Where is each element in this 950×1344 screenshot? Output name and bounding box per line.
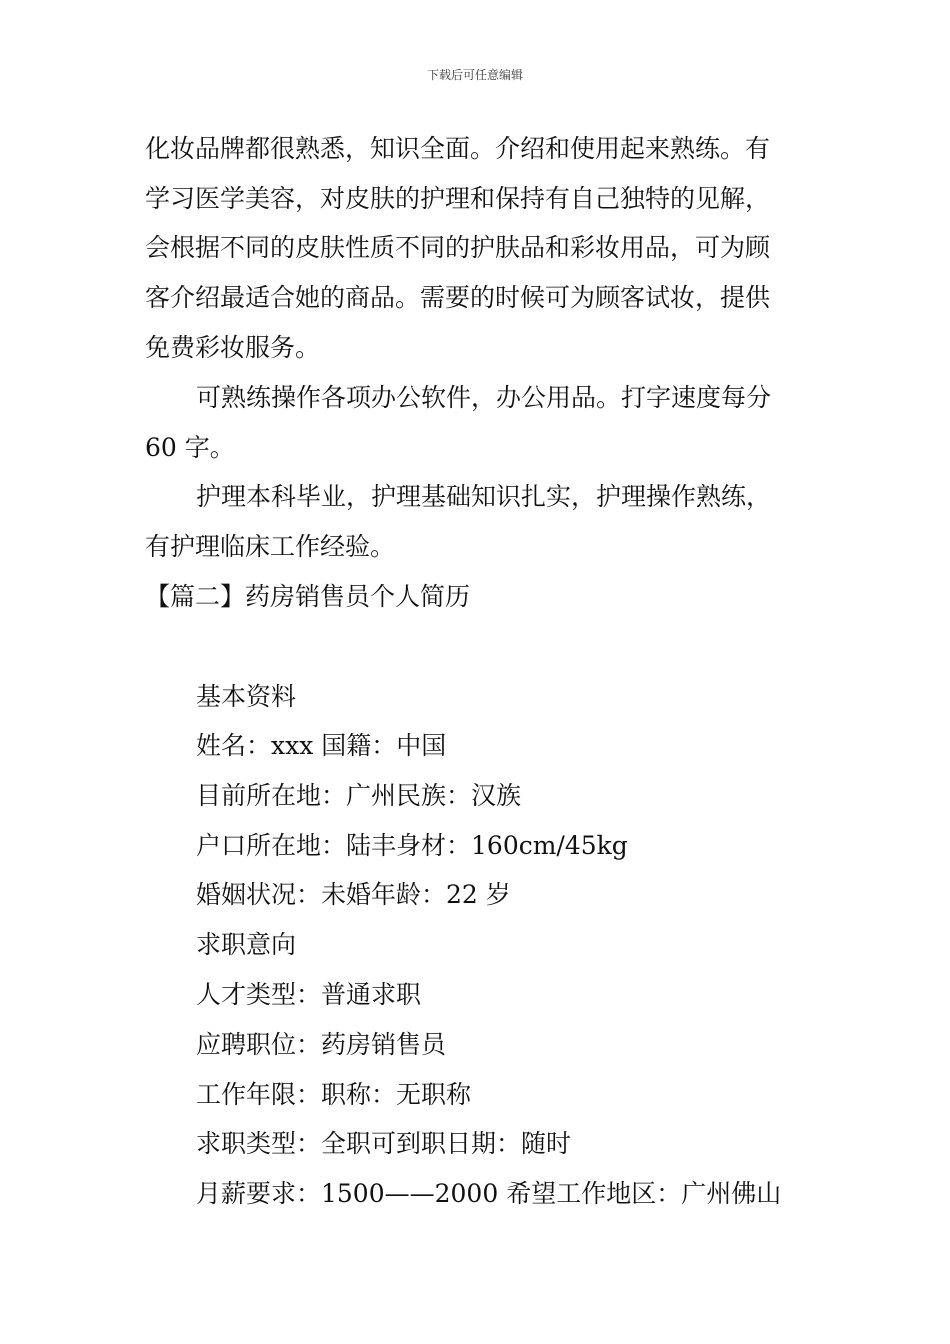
resume-field: 求职类型：全职可到职日期：随时 — [196, 1129, 572, 1158]
resume-field: 户口所在地：陆丰身材：160cm/45kg — [196, 831, 628, 860]
paragraph-line: 有护理临床工作经验。 — [145, 532, 396, 561]
resume-heading-basic: 基本资料 — [196, 682, 297, 711]
paragraph-line: 客介绍最适合她的商品。需要的时候可为顾客试妆，提供 — [145, 283, 771, 312]
resume-field: 目前所在地：广州民族：汉族 — [196, 781, 522, 810]
paragraph-line: 60 字。 — [145, 433, 235, 462]
paragraph-line: 学习医学美容，对皮肤的护理和保持有自己独特的见解， — [145, 184, 771, 213]
paragraph-line: 会根据不同的皮肤性质不同的护肤品和彩妆用品，可为顾 — [145, 233, 771, 262]
resume-heading-intent: 求职意向 — [196, 930, 297, 959]
resume-field: 工作年限：职称：无职称 — [196, 1080, 472, 1109]
resume-field: 人才类型：普通求职 — [196, 980, 422, 1009]
section-title: 【篇二】药房销售员个人简历 — [145, 582, 471, 611]
resume-field: 婚姻状况：未婚年龄：22 岁 — [196, 880, 511, 909]
resume-field: 月薪要求：1500——2000 希望工作地区：广州佛山 — [196, 1179, 782, 1208]
paragraph-line: 可熟练操作各项办公软件，办公用品。打字速度每分 — [196, 383, 772, 412]
paragraph-line: 化妆品牌都很熟悉，知识全面。介绍和使用起来熟练。有 — [145, 134, 771, 163]
paragraph-line: 护理本科毕业，护理基础知识扎实，护理操作熟练， — [196, 482, 772, 511]
paragraph-line: 免费彩妆服务。 — [145, 333, 321, 362]
resume-field: 应聘职位：药房销售员 — [196, 1030, 447, 1059]
resume-field: 姓名：xxx 国籍：中国 — [196, 731, 447, 760]
header-note: 下载后可任意编辑 — [426, 68, 523, 82]
